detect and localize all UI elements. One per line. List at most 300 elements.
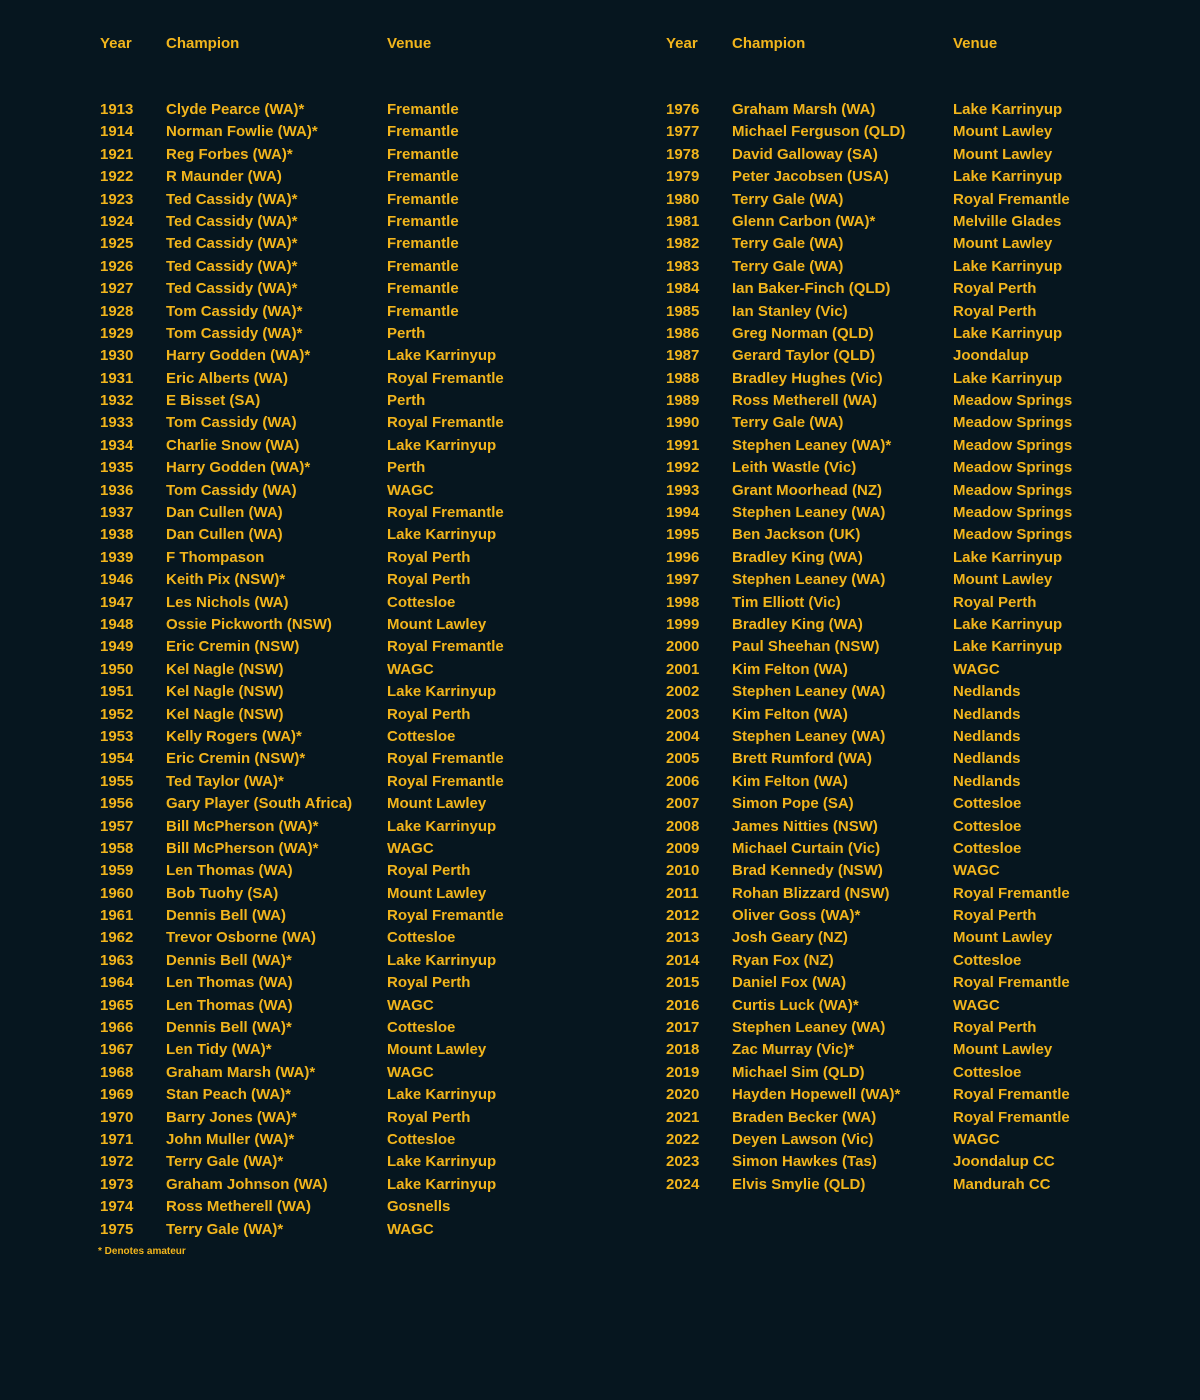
year-cell: 1956 [100,795,134,813]
venue-cell: Cottesloe [953,795,1022,813]
champion-cell: Ted Cassidy (WA)* [166,190,298,208]
venue-cell: Perth [387,392,426,410]
year-cell: 1965 [100,996,134,1014]
champion-cell: Kim Felton (WA) [732,772,848,790]
champion-cell: Gerard Taylor (QLD) [732,347,876,365]
champion-cell: Stephen Leaney (WA) [732,1019,886,1037]
venue-cell: WAGC [953,862,1000,880]
champion-cell: Brad Kennedy (NSW) [732,862,883,880]
champion-cell: Ted Cassidy (WA)* [166,257,298,275]
venue-cell: Meadow Springs [953,504,1073,522]
champion-cell: Simon Pope (SA) [732,795,854,813]
venue-cell: Cottesloe [953,839,1022,857]
year-cell: 1977 [666,123,700,141]
champion-cell: Michael Ferguson (QLD) [732,123,906,141]
year-cell: 1966 [100,1019,134,1037]
year-cell: 1990 [666,414,700,432]
champion-cell: John Muller (WA)* [166,1130,295,1148]
year-cell: 1954 [100,750,134,768]
year-cell: 1937 [100,504,134,522]
year-cell: 1914 [100,123,134,141]
champion-cell: Josh Geary (NZ) [732,929,848,947]
champion-cell: Leith Wastle (Vic) [732,459,857,477]
champion-cell: Eric Cremin (NSW) [166,638,300,656]
champion-cell: Kim Felton (WA) [732,705,848,723]
venue-cell: Melville Glades [953,212,1062,230]
venue-cell: Nedlands [953,727,1021,745]
champion-cell: Glenn Carbon (WA)* [732,212,876,230]
champion-cell: Terry Gale (WA)* [166,1220,284,1238]
champion-cell: Dennis Bell (WA)* [166,1019,292,1037]
venue-cell: Meadow Springs [953,414,1073,432]
champion-cell: Michael Curtain (Vic) [732,839,881,857]
venue-cell: Royal Fremantle [387,504,504,522]
champion-cell: Tom Cassidy (WA)* [166,324,303,342]
venue-cell: Royal Perth [953,1019,1037,1037]
venue-cell: WAGC [387,481,434,499]
venue-cell: Mount Lawley [387,615,487,633]
year-cell: 1980 [666,190,700,208]
year-cell: 1957 [100,817,134,835]
venue-cell: Mount Lawley [953,1041,1053,1059]
venue-cell: Fremantle [387,257,459,275]
champion-cell: Ted Cassidy (WA)* [166,235,298,253]
champion-cell: Len Thomas (WA) [166,974,293,992]
champion-cell: Graham Marsh (WA) [732,101,876,118]
year-cell: 2019 [666,1063,700,1081]
year-cell: 1946 [100,571,134,589]
venue-cell: Royal Fremantle [953,974,1070,992]
venue-cell: Royal Fremantle [387,638,504,656]
champion-cell: Eric Alberts (WA) [166,369,288,387]
venue-cell: Meadow Springs [953,459,1073,477]
year-cell: 1969 [100,1086,134,1104]
footnote: * Denotes amateur [98,1246,186,1257]
year-cell: 1934 [100,436,134,454]
venue-cell: Cottesloe [387,929,456,947]
venue-cell: WAGC [387,1220,434,1238]
year-cell: 1979 [666,168,700,186]
year-cell: 1992 [666,459,700,477]
venue-cell: Royal Fremantle [953,1086,1070,1104]
champion-cell: Gary Player (South Africa) [166,795,353,813]
year-cell: 1996 [666,548,700,566]
venue-cell: Royal Fremantle [387,772,504,790]
year-cell: 2013 [666,929,700,947]
venue-cell: Royal Perth [953,907,1037,925]
year-cell: 1964 [100,974,134,992]
year-cell: 1929 [100,324,134,342]
venue-cell: Lake Karrinyup [953,324,1063,342]
champion-cell: Trevor Osborne (WA) [166,929,317,947]
year-cell: 1989 [666,392,700,410]
champion-cell: Bill McPherson (WA)* [166,817,319,835]
year-cell: 1995 [666,526,700,544]
champion-cell: Daniel Fox (WA) [732,974,847,992]
champion-cell: F Thompason [166,548,265,566]
venue-cell: Royal Fremantle [953,190,1070,208]
champion-cell: Oliver Goss (WA)* [732,907,861,925]
year-cell: 1993 [666,481,700,499]
year-cell: 1994 [666,504,700,522]
venue-cell: Cottesloe [953,1063,1022,1081]
header-champion: Champion [732,35,806,52]
champion-cell: Ross Metherell (WA) [732,392,878,410]
header-venue: Venue [953,35,998,52]
venue-cell: Lake Karrinyup [387,1086,497,1104]
venue-cell: Meadow Springs [953,436,1073,454]
venue-cell: Royal Perth [953,302,1037,320]
champion-cell: Tom Cassidy (WA) [166,481,297,499]
venue-cell: Royal Perth [387,974,471,992]
year-cell: 1927 [100,280,134,298]
year-cell: 1950 [100,660,134,678]
year-cell: 1976 [666,101,700,118]
venue-cell: Lake Karrinyup [953,101,1063,118]
champion-cell: Tom Cassidy (WA) [166,414,297,432]
year-cell: 1952 [100,705,134,723]
venue-cell: Mount Lawley [953,235,1053,253]
champion-cell: Paul Sheehan (NSW) [732,638,880,656]
year-cell: 1933 [100,414,134,432]
year-cell: 1953 [100,727,134,745]
venue-cell: Royal Perth [387,1108,471,1126]
champion-cell: Len Thomas (WA) [166,862,293,880]
champion-cell: Braden Becker (WA) [732,1108,877,1126]
champion-cell: Dennis Bell (WA) [166,907,287,925]
champion-cell: Stan Peach (WA)* [166,1086,292,1104]
year-cell: 1998 [666,593,700,611]
venue-cell: WAGC [387,996,434,1014]
venue-cell: Fremantle [387,168,459,186]
champion-cell: Terry Gale (WA) [732,257,844,275]
champion-cell: Hayden Hopewell (WA)* [732,1086,901,1104]
year-cell: 2009 [666,839,700,857]
champion-cell: E Bisset (SA) [166,392,261,410]
champion-cell: Michael Sim (QLD) [732,1063,865,1081]
year-cell: 1959 [100,862,134,880]
venue-cell: Royal Perth [387,571,471,589]
year-cell: 2024 [666,1175,700,1193]
year-cell: 1961 [100,907,134,925]
year-cell: 1921 [100,145,134,163]
venue-cell: Fremantle [387,190,459,208]
year-cell: 1981 [666,212,700,230]
champion-cell: Deyen Lawson (Vic) [732,1130,874,1148]
venue-cell: Joondalup CC [953,1153,1055,1171]
venue-cell: Fremantle [387,145,459,163]
venue-cell: Cottesloe [387,727,456,745]
champion-cell: Ossie Pickworth (NSW) [166,615,332,633]
venue-cell: Nedlands [953,750,1021,768]
year-cell: 1935 [100,459,134,477]
champion-cell: Dan Cullen (WA) [166,504,283,522]
venue-cell: Lake Karrinyup [953,257,1063,275]
champion-cell: Norman Fowlie (WA)* [166,123,318,141]
year-cell: 1938 [100,526,134,544]
year-cell: 1931 [100,369,134,387]
champion-cell: Ian Baker-Finch (QLD) [732,280,891,298]
venue-cell: Mount Lawley [953,123,1053,141]
champion-cell: Charlie Snow (WA) [166,436,300,454]
venue-cell: Fremantle [387,212,459,230]
champion-cell: Grant Moorhead (NZ) [732,481,882,499]
venue-cell: Royal Fremantle [387,369,504,387]
champion-cell: Ben Jackson (UK) [732,526,861,544]
year-cell: 1963 [100,951,134,969]
venue-cell: Mount Lawley [953,145,1053,163]
year-cell: 1939 [100,548,134,566]
champion-cell: Clyde Pearce (WA)* [166,101,305,118]
year-cell: 2000 [666,638,700,656]
venue-cell: Royal Fremantle [953,1108,1070,1126]
venue-cell: Lake Karrinyup [953,638,1063,656]
year-cell: 2021 [666,1108,700,1126]
year-cell: 1970 [100,1108,134,1126]
venue-cell: Joondalup [953,347,1029,365]
year-cell: 1984 [666,280,700,298]
champion-cell: Dan Cullen (WA) [166,526,283,544]
champion-cell: Stephen Leaney (WA) [732,727,886,745]
champion-cell: Tim Elliott (Vic) [732,593,841,611]
year-cell: 2016 [666,996,700,1014]
venue-cell: Lake Karrinyup [387,436,497,454]
year-cell: 1973 [100,1175,134,1193]
venue-cell: Meadow Springs [953,392,1073,410]
venue-cell: Royal Fremantle [953,884,1070,902]
venue-cell: Gosnells [387,1198,451,1216]
venue-cell: WAGC [387,839,434,857]
year-cell: 2023 [666,1153,700,1171]
champion-cell: Stephen Leaney (WA) [732,571,886,589]
year-cell: 1925 [100,235,134,253]
champion-cell: Harry Godden (WA)* [166,459,311,477]
year-cell: 1913 [100,101,134,118]
year-cell: 1924 [100,212,134,230]
year-cell: 1971 [100,1130,134,1148]
champion-cell: Bradley Hughes (Vic) [732,369,883,387]
year-cell: 1988 [666,369,700,387]
venue-cell: Cottesloe [953,817,1022,835]
year-cell: 2006 [666,772,700,790]
champion-cell: Stephen Leaney (WA) [732,504,886,522]
year-cell: 2020 [666,1086,700,1104]
year-cell: 1974 [100,1198,134,1216]
champion-cell: Len Tidy (WA)* [166,1041,272,1059]
champion-cell: Terry Gale (WA) [732,190,844,208]
champion-cell: Ted Cassidy (WA)* [166,212,298,230]
venue-cell: Lake Karrinyup [387,1153,497,1171]
year-cell: 2011 [666,884,699,902]
champion-cell: Bob Tuohy (SA) [166,884,279,902]
year-cell: 1960 [100,884,134,902]
champion-cell: Len Thomas (WA) [166,996,293,1014]
year-cell: 1949 [100,638,134,656]
venue-cell: Lake Karrinyup [387,1175,497,1193]
year-cell: 2014 [666,951,700,969]
champion-cell: Terry Gale (WA) [732,235,844,253]
venue-cell: Royal Perth [387,705,471,723]
venue-cell: Lake Karrinyup [387,526,497,544]
venue-cell: Royal Fremantle [387,907,504,925]
champion-cell: Rohan Blizzard (NSW) [732,884,890,902]
year-cell: 1926 [100,257,134,275]
champion-cell: Kim Felton (WA) [732,660,848,678]
venue-cell: Royal Fremantle [387,750,504,768]
venue-cell: Fremantle [387,235,459,253]
year-cell: 1987 [666,347,700,365]
year-cell: 2003 [666,705,700,723]
champion-cell: Kelly Rogers (WA)* [166,727,302,745]
year-cell: 1975 [100,1220,134,1238]
year-cell: 2010 [666,862,700,880]
venue-cell: Meadow Springs [953,526,1073,544]
year-cell: 2017 [666,1019,700,1037]
venue-cell: Lake Karrinyup [387,347,497,365]
year-cell: 1947 [100,593,134,611]
champion-cell: Ross Metherell (WA) [166,1198,312,1216]
venue-cell: Royal Perth [953,280,1037,298]
venue-cell: Cottesloe [953,951,1022,969]
venue-cell: Lake Karrinyup [953,615,1063,633]
champion-cell: Barry Jones (WA)* [166,1108,297,1126]
champion-cell: Ted Taylor (WA)* [166,772,284,790]
venue-cell: Lake Karrinyup [387,951,497,969]
champion-cell: Brett Rumford (WA) [732,750,872,768]
venue-cell: Royal Fremantle [387,414,504,432]
venue-cell: Lake Karrinyup [387,683,497,701]
champion-cell: Kel Nagle (NSW) [166,705,284,723]
year-cell: 2001 [666,660,700,678]
header-champion: Champion [166,35,240,52]
champion-cell: Greg Norman (QLD) [732,324,874,342]
venue-cell: Perth [387,324,426,342]
venue-cell: Fremantle [387,280,459,298]
venue-cell: Mount Lawley [387,884,487,902]
venue-cell: Lake Karrinyup [953,369,1063,387]
champion-cell: Stephen Leaney (WA) [732,683,886,701]
year-cell: 1978 [666,145,700,163]
year-cell: 1967 [100,1041,134,1059]
year-cell: 1997 [666,571,700,589]
year-cell: 2007 [666,795,700,813]
year-cell: 1991 [666,436,700,454]
venue-cell: Lake Karrinyup [953,168,1063,186]
year-cell: 2005 [666,750,700,768]
year-cell: 1936 [100,481,134,499]
champion-cell: Bradley King (WA) [732,615,863,633]
champion-cell: Elvis Smylie (QLD) [732,1175,866,1193]
venue-cell: Royal Perth [387,548,471,566]
header-year: Year [100,35,132,52]
year-cell: 1922 [100,168,134,186]
venue-cell: Fremantle [387,302,459,320]
venue-cell: Meadow Springs [953,481,1073,499]
venue-cell: WAGC [387,1063,434,1081]
venue-cell: Mount Lawley [953,571,1053,589]
venue-cell: Lake Karrinyup [953,548,1063,566]
champion-cell: Terry Gale (WA)* [166,1153,284,1171]
year-cell: 1972 [100,1153,134,1171]
champion-cell: Simon Hawkes (Tas) [732,1153,877,1171]
year-cell: 2002 [666,683,700,701]
champion-cell: Tom Cassidy (WA)* [166,302,303,320]
year-cell: 2008 [666,817,700,835]
champion-cell: Graham Johnson (WA) [166,1175,328,1193]
year-cell: 1999 [666,615,700,633]
champion-cell: Keith Pix (NSW)* [166,571,286,589]
champion-cell: Bill McPherson (WA)* [166,839,319,857]
champion-cell: Dennis Bell (WA)* [166,951,292,969]
header-year: Year [666,35,698,52]
champion-cell: Harry Godden (WA)* [166,347,311,365]
venue-cell: Fremantle [387,101,459,118]
champion-cell: Ryan Fox (NZ) [732,951,834,969]
year-cell: 1923 [100,190,134,208]
year-cell: 1982 [666,235,700,253]
venue-cell: WAGC [387,660,434,678]
venue-cell: WAGC [953,1130,1000,1148]
venue-cell: Nedlands [953,705,1021,723]
venue-cell: Mount Lawley [387,1041,487,1059]
champion-cell: Kel Nagle (NSW) [166,683,284,701]
champion-cell: Ian Stanley (Vic) [732,302,848,320]
venue-cell: Mount Lawley [387,795,487,813]
year-cell: 2018 [666,1041,700,1059]
champion-cell: Les Nichols (WA) [166,593,289,611]
venue-cell: WAGC [953,996,1000,1014]
venue-cell: Nedlands [953,683,1021,701]
venue-cell: Lake Karrinyup [387,817,497,835]
year-cell: 2022 [666,1130,700,1148]
champion-cell: Ted Cassidy (WA)* [166,280,298,298]
venue-cell: Cottesloe [387,1019,456,1037]
year-cell: 1928 [100,302,134,320]
champion-cell: Peter Jacobsen (USA) [732,168,889,186]
venue-cell: Royal Perth [387,862,471,880]
champion-cell: Graham Marsh (WA)* [166,1063,316,1081]
champion-cell: Kel Nagle (NSW) [166,660,284,678]
year-cell: 1932 [100,392,134,410]
year-cell: 1985 [666,302,700,320]
venue-cell: Cottesloe [387,593,456,611]
champion-cell: R Maunder (WA) [166,168,282,186]
year-cell: 1951 [100,683,134,701]
champion-cell: James Nitties (NSW) [732,817,878,835]
venue-cell: WAGC [953,660,1000,678]
champion-cell: Zac Murray (Vic)* [732,1041,855,1059]
champion-cell: Bradley King (WA) [732,548,863,566]
champion-cell: Reg Forbes (WA)* [166,145,293,163]
champion-cell: Curtis Luck (WA)* [732,996,859,1014]
year-cell: 1955 [100,772,134,790]
year-cell: 1986 [666,324,700,342]
year-cell: 1983 [666,257,700,275]
champion-cell: David Galloway (SA) [732,145,878,163]
venue-cell: Cottesloe [387,1130,456,1148]
year-cell: 1958 [100,839,134,857]
champion-cell: Stephen Leaney (WA)* [732,436,892,454]
venue-cell: Perth [387,459,426,477]
year-cell: 1930 [100,347,134,365]
champion-cell: Eric Cremin (NSW)* [166,750,306,768]
year-cell: 1968 [100,1063,134,1081]
year-cell: 1962 [100,929,134,947]
year-cell: 2015 [666,974,700,992]
champion-cell: Terry Gale (WA) [732,414,844,432]
year-cell: 2012 [666,907,700,925]
venue-cell: Mount Lawley [953,929,1053,947]
